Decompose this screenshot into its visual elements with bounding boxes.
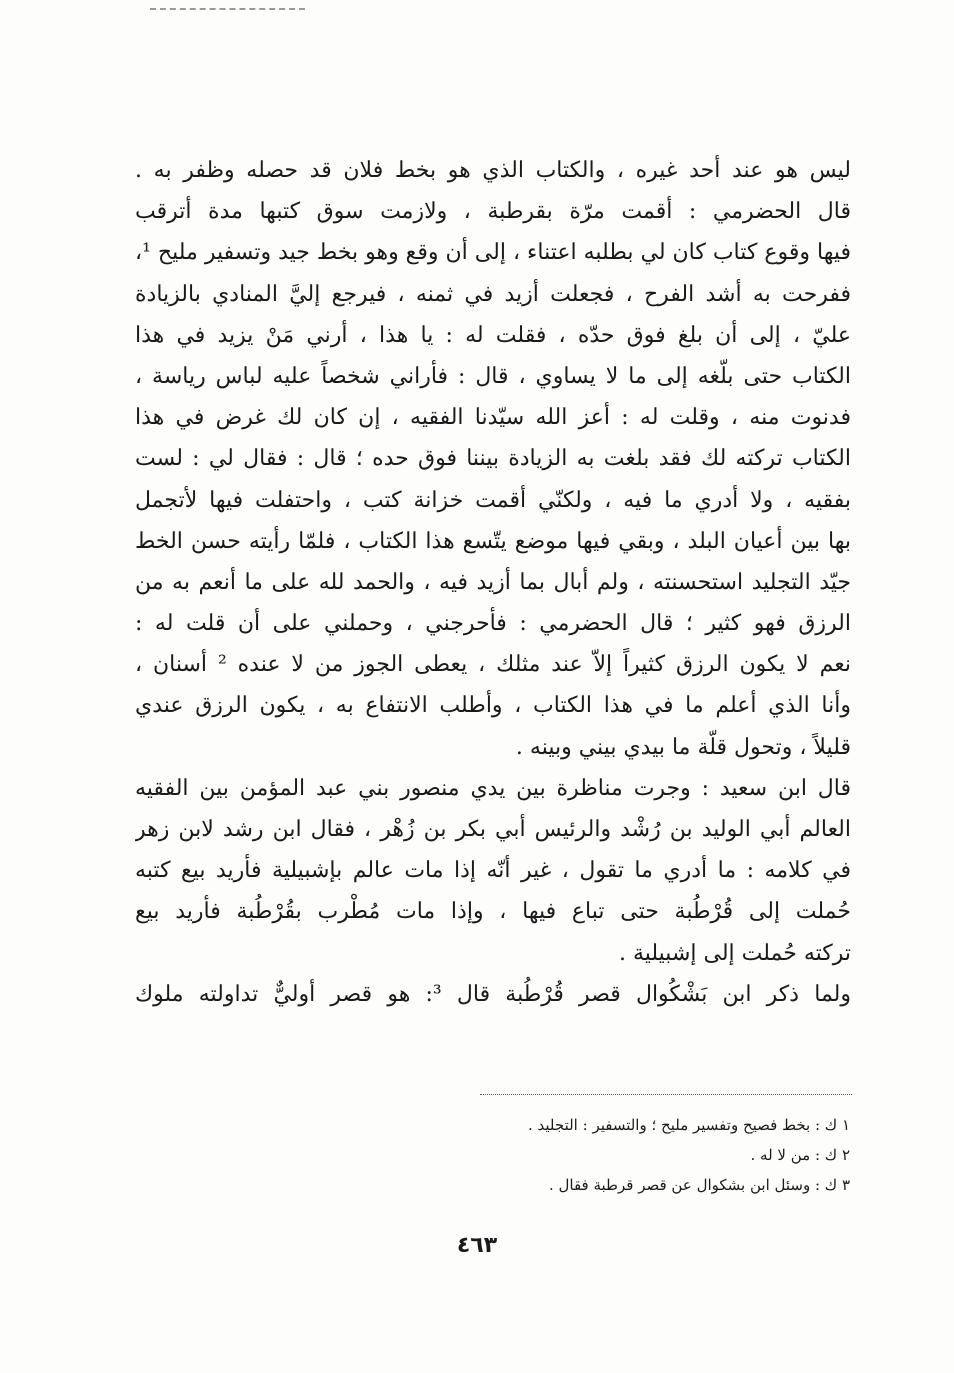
page-number: ٤٦٣ bbox=[456, 1233, 498, 1258]
text-line: عليّ ، إلى أن بلغ فوق حدّه ، فقلت له : يا هذا ، أرني مَنْ يزيد في هذا bbox=[135, 322, 851, 348]
text-line: قال الحضرمي : أقمت مرّة بقرطبة ، ولازمت سوق كتبها مدة أترقب bbox=[135, 199, 851, 225]
text-line: الكتاب حتى بلّغه إلى ما لا يساوي ، قال : فأراني شخصاً عليه لباس رياسة ، bbox=[135, 363, 851, 389]
text-line: في كلامه : ما أدري ما تقول ، غير أنّه إذا مات عالم بإشبيلية فأريد بيع كتبه bbox=[135, 858, 851, 884]
footnote: ١ ك : بخط فصيح وتفسير مليح ؛ والتسفير : التجليد . bbox=[528, 1116, 850, 1134]
text-line: فيها وقوع كتاب كان لي بطلبه اعتناء ، إلى أن وقع وهو بخط جيد وتسفير مليح ¹، bbox=[135, 240, 851, 266]
text-line: نعم لا يكون الرزق كثيراً إلاّ عند مثلك ، يعطى الجوز من لا عنده ² أسنان ، bbox=[135, 652, 851, 678]
text-line: جيّد التجليد استحسنته ، ولم أبال بما أزيد فيه ، والحمد لله على ما أنعم به من bbox=[135, 569, 851, 595]
text-line: العالم أبي الوليد بن رُشْد والرئيس أبي بكر بن زُهْر ، فقال ابن رشد لابن زهر bbox=[135, 817, 851, 842]
text-line: ففرحت به أشد الفرح ، فجعلت أزيد في ثمنه ، فيرجع إليَّ المنادي بالزيادة bbox=[135, 281, 851, 307]
text-line: فدنوت منه ، وقلت له : أعز الله سيّدنا الفقيه ، إن كان لك غرض في هذا bbox=[135, 405, 851, 431]
text-line: ولما ذكر ابن بَشْكُوال قصر قُرْطُبة قال ³: هو قصر أوليٌّ تداولته ملوك bbox=[135, 981, 851, 1007]
text-line: الرزق فهو كثير ؛ قال الحضرمي : فأحرجني ، وحملني على أن قلت له : bbox=[135, 611, 851, 637]
footnote: ٢ ك : من لا له . bbox=[750, 1146, 850, 1164]
text-line: قال ابن سعيد : وجرت مناظرة بين يدي منصور بني عبد المؤمن بين الفقيه bbox=[135, 775, 851, 801]
text-line: ليس هو عند أحد غيره ، والكتاب الذي هو بخط فلان قد حصله وظفر به . bbox=[135, 158, 851, 183]
text-line: تركته حُملت إلى إشبيلية . bbox=[618, 940, 851, 966]
text-line: حُملت إلى قُرْطُبة حتى تباع فيها ، وإذا مات مُطْرب بقُرْطُبة فأريد بيع bbox=[135, 899, 851, 925]
text-line: بها بين أعيان البلد ، وبقي فيها موضع يتّسع هذا الكتاب ، فلمّا رأيته حسن الخط bbox=[135, 528, 851, 554]
footnotes bbox=[330, 1110, 850, 1200]
text-line: قليلاً ، وتحول قلّة ما بيدي بيني وبينه . bbox=[515, 734, 851, 760]
text-line: الكتاب تركته لك فقد بلغت به الزيادة بيننا فوق حده ؛ قال : فقال لي : لست bbox=[135, 446, 851, 472]
footnote: ٣ ك : وسئل ابن بشكوال عن قصر قرطبة فقال . bbox=[548, 1176, 850, 1194]
footnote-separator bbox=[480, 1094, 852, 1095]
top-decorative-rule bbox=[150, 8, 305, 10]
text-line: وأنا الذي أعلم ما في هذا الكتاب ، وأطلب الانتفاع به ، يكون الرزق عندي bbox=[135, 693, 851, 719]
main-text bbox=[135, 150, 851, 1015]
text-line: بفقيه ، ولا أدري ما فيه ، ولكنّي أقمت خزانة كتب ، واحتفلت فيها لأتجمل bbox=[135, 487, 851, 513]
